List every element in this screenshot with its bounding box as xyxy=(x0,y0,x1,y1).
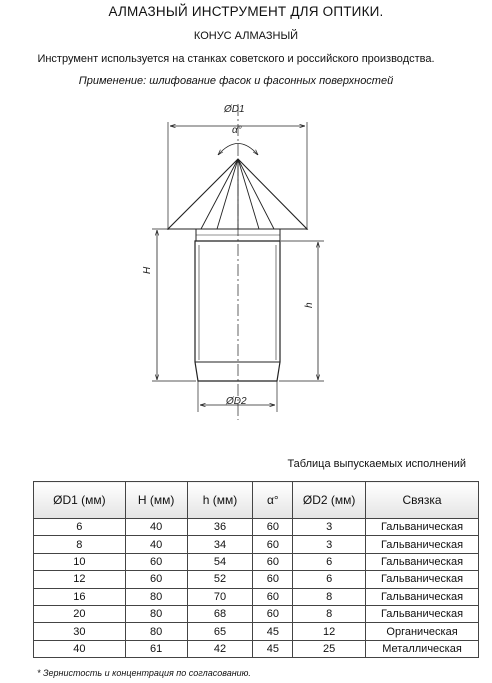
cell-d1: 8 xyxy=(34,536,126,553)
cell-H: 60 xyxy=(125,571,187,588)
cell-bond: Гальваническая xyxy=(366,519,479,536)
cell-alpha: 45 xyxy=(253,640,293,657)
cell-h: 54 xyxy=(187,553,253,570)
col-header-d2: ØD2 (мм) xyxy=(293,482,366,519)
table-row xyxy=(34,623,479,640)
cell-bond: Гальваническая xyxy=(366,605,479,622)
cell-h: 70 xyxy=(187,588,253,605)
cell-h: 36 xyxy=(187,519,253,536)
col-header-d1: ØD1 (мм) xyxy=(34,482,126,519)
cell-alpha: 60 xyxy=(253,536,293,553)
cell-d2: 12 xyxy=(293,623,366,640)
cell-H: 60 xyxy=(125,553,187,570)
table-row xyxy=(34,553,479,570)
table-row xyxy=(34,519,479,536)
cell-d2: 3 xyxy=(293,519,366,536)
cell-H: 40 xyxy=(125,519,187,536)
cell-h: 68 xyxy=(187,605,253,622)
cell-H: 61 xyxy=(125,640,187,657)
cell-bond: Гальваническая xyxy=(366,588,479,605)
cell-d2: 8 xyxy=(293,605,366,622)
table-row xyxy=(34,605,479,622)
cell-h: 52 xyxy=(187,571,253,588)
cell-alpha: 60 xyxy=(253,571,293,588)
cell-d1: 6 xyxy=(34,519,126,536)
page-title: АЛМАЗНЫЙ ИНСТРУМЕНТ ДЛЯ ОПТИКИ. xyxy=(108,4,384,19)
table-row xyxy=(34,536,479,553)
cell-d2: 8 xyxy=(293,588,366,605)
cell-d1: 10 xyxy=(34,553,126,570)
col-header-h: h (мм) xyxy=(187,482,253,519)
cell-H: 80 xyxy=(125,605,187,622)
cell-alpha: 45 xyxy=(253,623,293,640)
alpha-label: α° xyxy=(232,125,242,136)
col-header-bond: Связка xyxy=(366,482,479,519)
col-header-alpha: α° xyxy=(253,482,293,519)
cell-h: 65 xyxy=(187,623,253,640)
cell-bond: Гальваническая xyxy=(366,536,479,553)
cell-h: 34 xyxy=(187,536,253,553)
cell-bond: Металлическая xyxy=(366,640,479,657)
table-caption: Таблица выпускаемых исполнений xyxy=(287,458,466,470)
cell-bond: Гальваническая xyxy=(366,553,479,570)
cell-d1: 20 xyxy=(34,605,126,622)
specifications-table xyxy=(33,481,479,658)
d2-label: ØD2 xyxy=(226,396,247,407)
table-row xyxy=(34,571,479,588)
cell-d1: 40 xyxy=(34,640,126,657)
table-header-row xyxy=(34,482,479,519)
cell-d2: 6 xyxy=(293,571,366,588)
cell-h: 42 xyxy=(187,640,253,657)
d1-label: ØD1 xyxy=(224,104,245,115)
cell-alpha: 60 xyxy=(253,519,293,536)
cell-alpha: 60 xyxy=(253,605,293,622)
height-label-h: h xyxy=(304,302,315,308)
cell-alpha: 60 xyxy=(253,553,293,570)
cell-d1: 16 xyxy=(34,588,126,605)
height-label-H: H xyxy=(142,266,153,274)
usage-text: Применение: шлифование фасок и фасонных поверхностей xyxy=(78,75,394,87)
cell-alpha: 60 xyxy=(253,588,293,605)
cell-d2: 3 xyxy=(293,536,366,553)
col-header-H: H (мм) xyxy=(125,482,187,519)
cell-bond: Органическая xyxy=(366,623,479,640)
footnote: * Зернистость и концентрация по согласованию. xyxy=(37,668,251,678)
cell-bond: Гальваническая xyxy=(366,571,479,588)
table-row xyxy=(34,640,479,657)
cell-H: 80 xyxy=(125,588,187,605)
cell-H: 80 xyxy=(125,623,187,640)
page-subtitle: КОНУС АЛМАЗНЫЙ xyxy=(193,30,299,42)
description-text: Инструмент используется на станках советского и российского производства. xyxy=(37,53,435,65)
cell-d2: 6 xyxy=(293,553,366,570)
cell-d1: 12 xyxy=(34,571,126,588)
cell-H: 40 xyxy=(125,536,187,553)
cell-d1: 30 xyxy=(34,623,126,640)
table-row xyxy=(34,588,479,605)
cell-d2: 25 xyxy=(293,640,366,657)
